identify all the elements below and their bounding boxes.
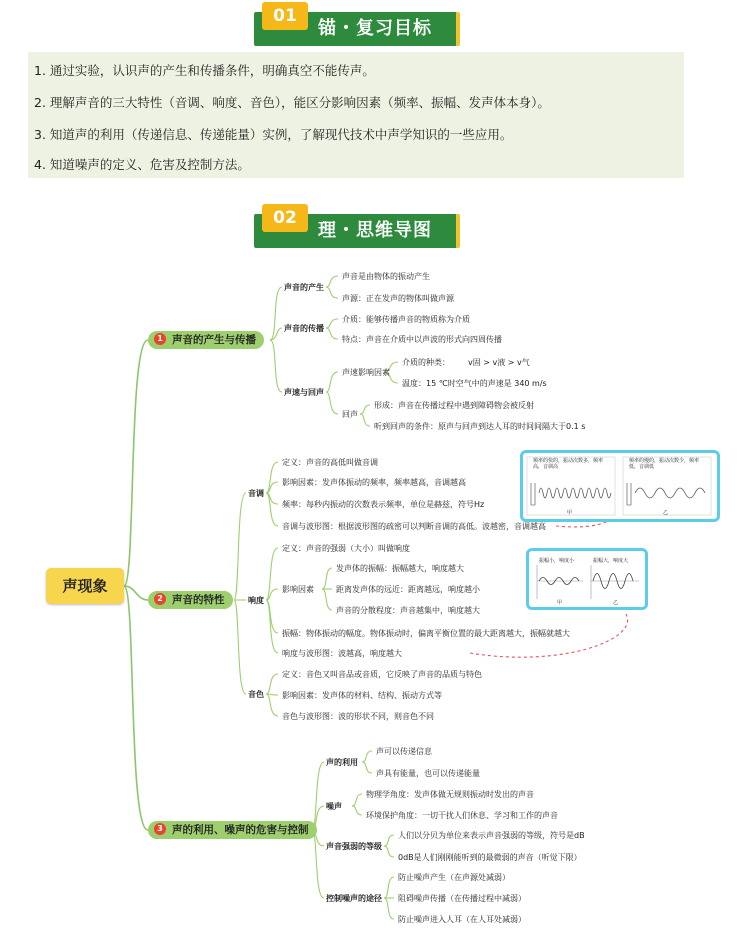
objective-3: 3. 知道声的利用（传递信息、传递能量）实例，了解现代技术中声学知识的一些应用。	[34, 127, 513, 142]
mindmap-root: 声现象	[46, 568, 124, 604]
b3-use-item-2: 声具有能量，也可以传递能量	[376, 769, 480, 778]
b1-medium-formula: v固 > v液 > v气	[468, 358, 530, 367]
b1-temperature: 温度：15 ℃时空气中的声速是 340 m/s	[402, 379, 547, 388]
branch2-node	[148, 591, 233, 609]
b2-timbre-item-1: 定义：音色又叫音品或音质，它反映了声音的品质与特色	[282, 670, 482, 679]
loudness-waveform-image	[526, 548, 648, 610]
pitch-right-caption: 频率的慢的，振动次数少，频率低，音调低	[629, 458, 700, 470]
b2-pitch-item-3: 频率：每秒内振动的次数表示频率，单位是赫兹，符号Hz	[282, 500, 485, 509]
b2-timbre-label: 音色	[248, 690, 264, 699]
b3-noise-label: 噪声	[326, 802, 342, 811]
branch3-label: 声的利用、噪声的危害与控制	[172, 824, 309, 836]
section2-title: 理・思维导图	[318, 220, 432, 241]
branch2-label: 声音的特性	[172, 594, 225, 606]
b2-loudness-waveform: 响度与波形图：波越高，响度越大	[282, 649, 402, 658]
pitch-right-tag: 乙	[663, 510, 669, 516]
b2-pitch-label: 音调	[248, 489, 264, 498]
b3-level-item-1: 人们以分贝为单位来表示声音强弱的等级，符号是dB	[398, 831, 585, 840]
b2-timbre-item-3: 音色与波形图：波的形状不同，则音色不同	[282, 712, 434, 721]
loudness-right-tag: 乙	[613, 600, 619, 606]
pitch-waveform-image	[520, 450, 720, 522]
branch1-number: 1	[154, 333, 166, 345]
b2-loudness-amplitude: 振幅：物体振动的幅度。物体振动时，偏离平衡位置的最大距离越大，振幅就越大	[282, 629, 570, 638]
branch3-number: 3	[154, 823, 166, 835]
b1-speed-factors-label: 声速影响因素	[342, 368, 390, 377]
branch3-node	[148, 821, 317, 839]
section1-title: 锚・复习目标	[318, 18, 432, 39]
b3-control-item-3: 防止噪声进入人耳（在人耳处减弱）	[398, 915, 526, 924]
b2-pitch-item-2: 影响因素：发声体振动的频率，频率越高，音调越高	[282, 478, 466, 487]
b1-medium-type: 介质的种类：	[402, 358, 450, 367]
branch1-node	[148, 331, 264, 349]
branch1-label: 声音的产生与传播	[172, 334, 256, 346]
b1-echo-item-2: 听到回声的条件：原声与回声到达人耳的时间间隔大于0.1 s	[374, 422, 586, 431]
b2-loudness-definition: 定义：声音的强弱（大小）叫做响度	[282, 544, 410, 553]
b1-speed-label: 声速与回声	[284, 388, 324, 397]
loudness-left-caption: 振幅小，响度小	[539, 558, 575, 564]
b1-echo-item-1: 形成：声音在传播过程中遇到障碍物会被反射	[374, 401, 534, 410]
b2-loudness-factor-1: 发声体的振幅：振幅越大，响度越大	[336, 564, 464, 573]
b3-level-label: 声音强弱的等级	[326, 842, 382, 851]
b3-noise-item-1: 物理学角度：发声体做无规则振动时发出的声音	[366, 790, 534, 799]
b1-produce-item-1: 声音是由物体的振动产生	[342, 272, 430, 281]
objective-4: 4. 知道噪声的定义、危害及控制方法。	[34, 157, 250, 172]
b2-pitch-item-1: 定义：声音的高低叫做音调	[282, 458, 378, 467]
branch2-number: 2	[154, 593, 166, 605]
loudness-left-tag: 甲	[557, 600, 563, 606]
b3-control-label: 控制噪声的途径	[326, 894, 382, 903]
b2-loudness-factor-2: 距离发声体的远近：距离越远，响度越小	[336, 585, 480, 594]
section1-badge: 01	[262, 2, 308, 30]
objective-2: 2. 理解声音的三大特性（音调、响度、音色），能区分影响因素（频率、振幅、发声体本身）。	[34, 95, 550, 110]
pitch-left-tag: 甲	[567, 510, 573, 516]
pitch-left-caption: 频率的快的，振动次数多，频率高，音调高	[533, 458, 604, 470]
b1-produce-item-2: 声源：正在发声的物体叫做声源	[342, 294, 454, 303]
b1-echo-label: 回声	[342, 410, 358, 419]
b3-level-item-2: 0dB是人们刚刚能听到的最微弱的声音（听觉下限）	[398, 853, 582, 862]
b3-use-label: 声的利用	[326, 758, 358, 767]
b2-timbre-item-2: 影响因素：发声体的材料、结构、振动方式等	[282, 691, 442, 700]
b2-loudness-factors-label: 影响因素	[282, 585, 314, 594]
objective-1: 1. 通过实验，认识声的产生和传播条件，明确真空不能传声。	[34, 63, 375, 78]
b2-pitch-item-4: 音调与波形图：根据波形图的疏密可以判断音调的高低。波越密，音调越高	[282, 522, 546, 531]
b2-loudness-label: 响度	[248, 596, 264, 605]
b1-produce-label: 声音的产生	[284, 283, 324, 292]
section2-badge: 02	[262, 204, 308, 232]
b2-loudness-factor-3: 声音的分散程度：声音越集中，响度越大	[336, 606, 480, 615]
b1-propagate-item-1: 介质：能够传播声音的物质称为介质	[342, 315, 470, 324]
b3-control-item-2: 阻碍噪声传播（在传播过程中减弱）	[398, 894, 526, 903]
b1-propagate-label: 声音的传播	[284, 324, 324, 333]
loudness-right-caption: 振幅大，响度大	[593, 558, 629, 564]
b3-noise-item-2: 环境保护角度：一切干扰人们休息、学习和工作的声音	[366, 811, 558, 820]
b3-use-item-1: 声可以传递信息	[376, 747, 432, 756]
b1-propagate-item-2: 特点：声音在介质中以声波的形式向四周传播	[342, 335, 502, 344]
b3-control-item-1: 防止噪声产生（在声源处减弱）	[398, 873, 510, 882]
